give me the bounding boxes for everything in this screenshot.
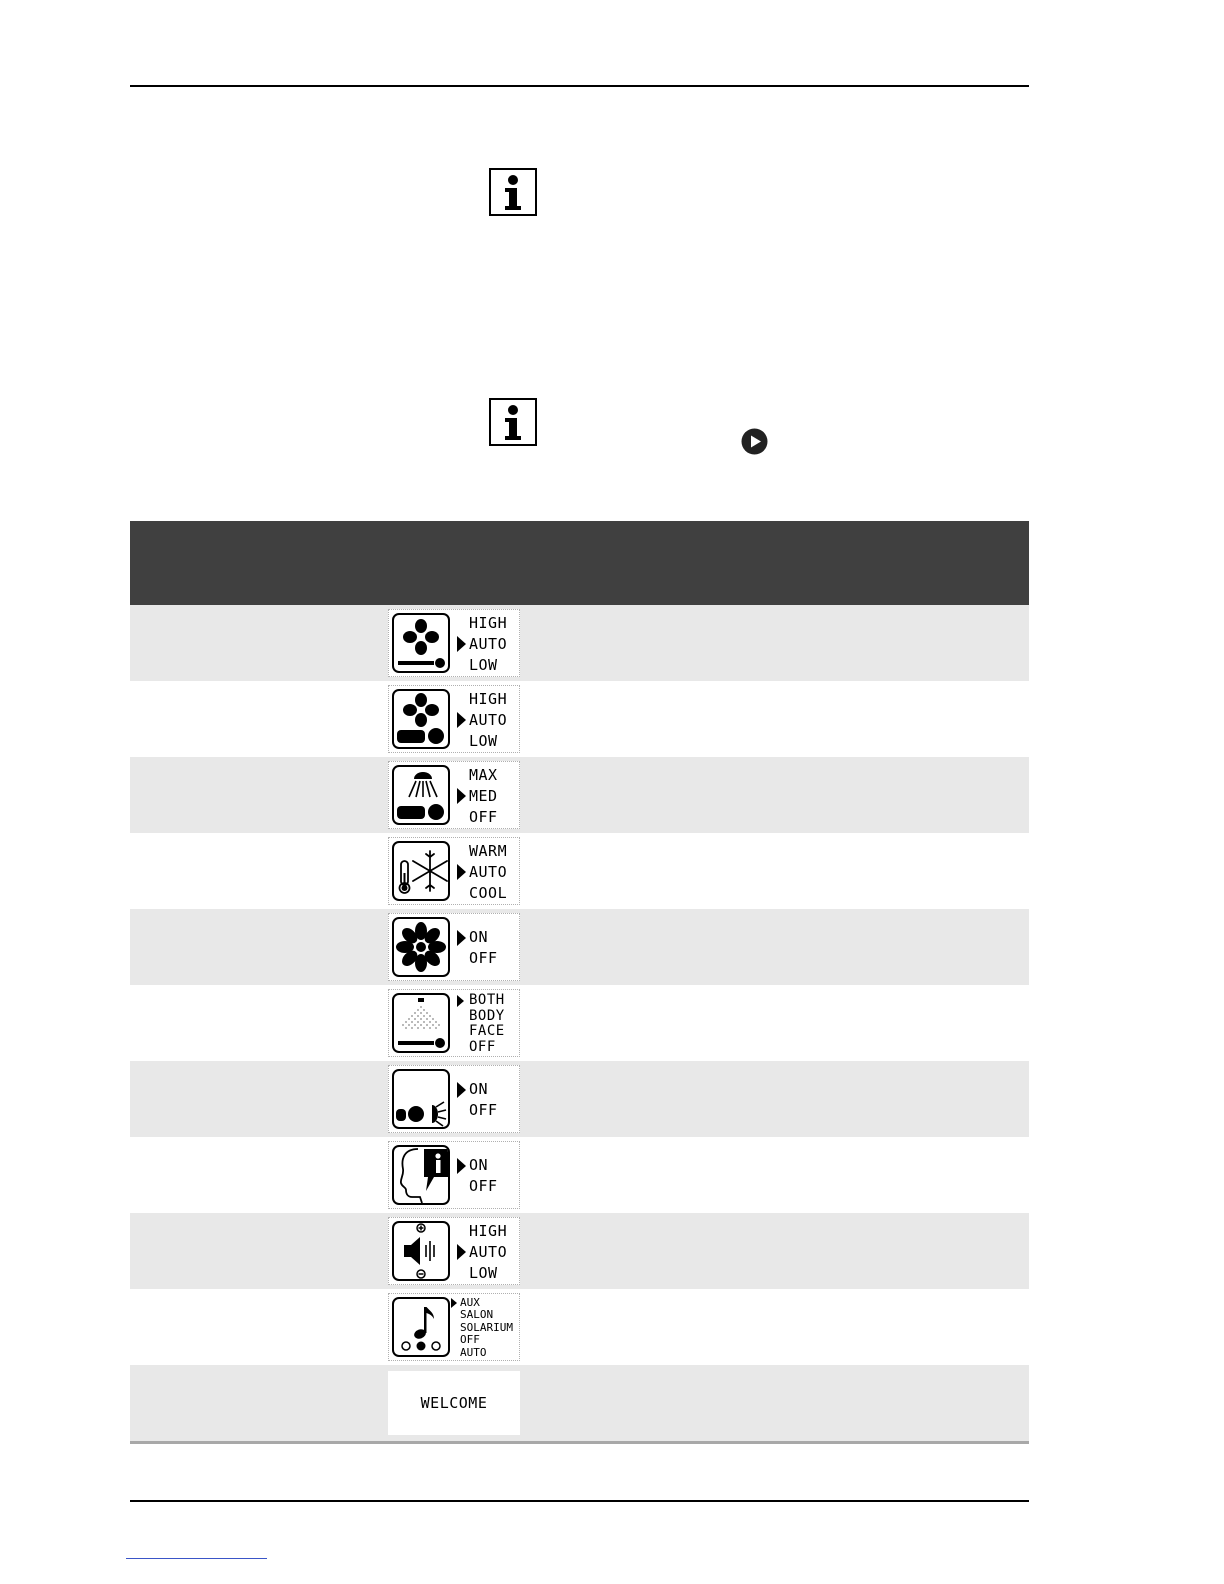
music-note-icon: [392, 1297, 450, 1357]
option-item: LOW: [469, 1263, 498, 1282]
table-header: [130, 521, 1029, 605]
option-list: [457, 914, 521, 982]
display-modes-table: [130, 521, 1029, 1444]
option-item-selected: AUTO: [457, 1242, 521, 1263]
fan-face-icon: [392, 689, 450, 749]
temperature-icon: [392, 841, 450, 901]
lcd-display: [388, 989, 520, 1057]
option-list: [457, 838, 521, 906]
mist-spray-icon: [392, 993, 450, 1053]
option-list: [457, 762, 521, 830]
table-bottom-rule: [130, 1441, 1029, 1444]
option-item-selected: ON: [457, 1155, 521, 1176]
option-item: FACE: [469, 1023, 505, 1039]
table-row: [130, 681, 1029, 757]
option-item: BODY: [469, 1007, 505, 1024]
option-item: LOW: [469, 655, 498, 674]
footer-rule: [130, 1500, 1029, 1502]
table-row: [130, 605, 1029, 681]
info-icon: [489, 398, 537, 446]
table-row: [130, 1137, 1029, 1213]
face-light-icon: [392, 1069, 450, 1129]
play-circle-icon: [741, 428, 768, 455]
option-item: OFF: [469, 1101, 498, 1119]
option-item: HIGH: [469, 613, 508, 632]
table-row: [130, 985, 1029, 1061]
option-item: HIGH: [469, 689, 508, 708]
table-row: [130, 1289, 1029, 1365]
option-item-selected: MED: [457, 786, 521, 807]
aroma-flower-icon: [392, 917, 450, 977]
lcd-display: [388, 1293, 520, 1361]
option-item: SOLARIUM: [460, 1320, 513, 1334]
option-item: LOW: [469, 731, 498, 750]
fan-body-icon: [392, 613, 450, 673]
option-item: OFF: [469, 949, 498, 967]
lcd-display: [388, 1065, 520, 1133]
lcd-display: [388, 761, 520, 829]
info-icon: [489, 168, 537, 216]
option-item: MAX: [469, 765, 498, 784]
option-list: [457, 1066, 521, 1134]
option-item-selected: AUTO: [457, 862, 521, 883]
lcd-display: [388, 913, 520, 981]
option-item-selected: ON: [457, 1079, 521, 1100]
table-row: [130, 1365, 1029, 1441]
option-item-selected: AUTO: [457, 710, 521, 731]
option-item-selected: BOTH: [457, 993, 521, 1009]
option-list: [457, 1218, 521, 1286]
lcd-display: [388, 685, 520, 753]
option-list: [457, 1142, 521, 1210]
table-row: [130, 909, 1029, 985]
option-item: COOL: [469, 883, 508, 902]
option-item: AUTO: [460, 1345, 487, 1359]
header-rule: [130, 85, 1029, 87]
option-item: OFF: [460, 1333, 480, 1347]
option-item: OFF: [469, 1177, 498, 1195]
volume-icon: [392, 1221, 450, 1281]
lcd-display: [388, 837, 520, 905]
option-item-selected: ON: [457, 927, 521, 948]
option-item: WARM: [469, 841, 508, 860]
option-list: [457, 990, 521, 1058]
table-row: [130, 1213, 1029, 1289]
option-list: [451, 1294, 515, 1362]
voice-guide-icon: [392, 1145, 450, 1205]
option-item: HIGH: [469, 1221, 508, 1240]
footer-link[interactable]: [126, 1558, 267, 1559]
lcd-display: [388, 1217, 520, 1285]
lcd-display: [388, 1141, 520, 1209]
option-item: OFF: [469, 807, 498, 826]
option-item-selected: AUTO: [457, 634, 521, 655]
welcome-display: WELCOME: [388, 1371, 520, 1435]
option-list: [457, 686, 521, 754]
option-item-selected: AUX: [451, 1297, 515, 1309]
table-row: [130, 833, 1029, 909]
table-row: [130, 1061, 1029, 1137]
option-item: OFF: [469, 1038, 496, 1055]
table-row: [130, 757, 1029, 833]
lcd-display: [388, 609, 520, 677]
shower-icon: [392, 765, 450, 825]
option-list: [457, 610, 521, 678]
option-item: SALON: [460, 1308, 494, 1322]
